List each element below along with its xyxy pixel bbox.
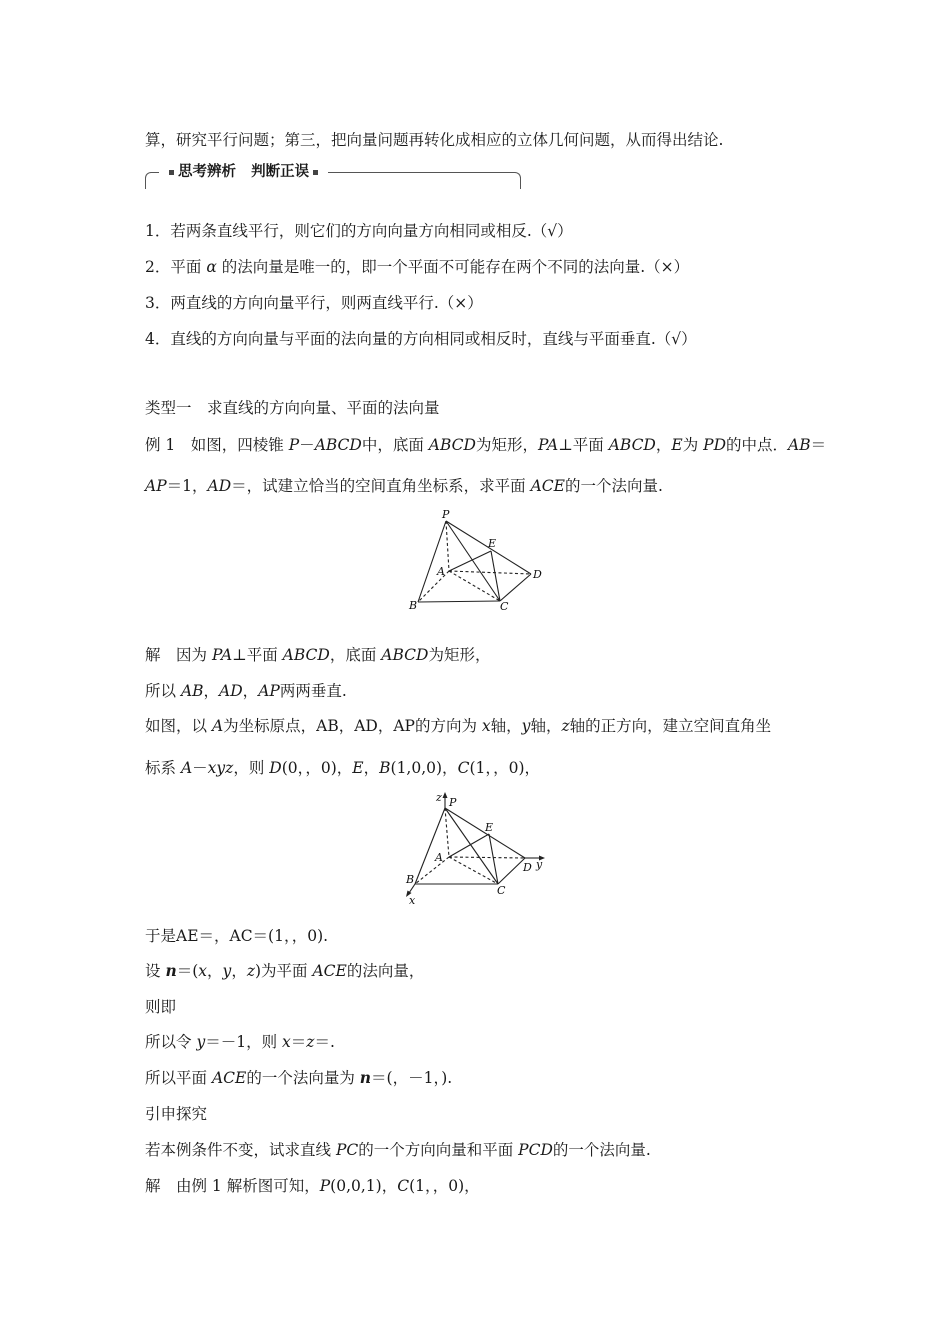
judgment-text: 直线的方向向量与平面的法向量的方向相同或相反时，直线与平面垂直.（√）	[170, 330, 697, 348]
text: 标系	[145, 759, 181, 777]
var: ACE	[312, 962, 347, 980]
judgment-item-1	[145, 221, 573, 241]
judgment-number: 2．	[145, 258, 171, 276]
text: (0,0,1)，	[330, 1177, 398, 1195]
text: ⊥平面	[558, 436, 609, 454]
figure2-label-D: D	[523, 861, 532, 874]
text: 的一个方向向量和平面	[358, 1141, 519, 1159]
judgment-number: 4．	[145, 330, 171, 348]
text: 的一个法向量为	[246, 1069, 360, 1087]
var: z	[561, 717, 570, 735]
var: ABCD	[428, 436, 476, 454]
judgment-text: 若两条直线平行，则它们的方向向量方向相同或相反.（√）	[170, 222, 573, 240]
text: 中，底面	[361, 436, 429, 454]
text: 轴，	[530, 717, 562, 735]
text: ，则	[233, 759, 270, 777]
solution-line-1	[145, 645, 490, 665]
text: ，	[231, 962, 247, 980]
var: AD	[219, 682, 243, 700]
text: －	[299, 436, 315, 454]
var: D	[269, 759, 282, 777]
text: 所以平面	[145, 1069, 212, 1087]
solution-line-3	[145, 716, 771, 736]
figure2-label-x: x	[409, 894, 416, 906]
var: PD	[703, 436, 727, 454]
text: ＝1，	[166, 477, 208, 495]
text: ⊥平面	[232, 646, 283, 664]
text: 的一个法向量.	[552, 1141, 651, 1159]
figure2-label-z: z	[436, 791, 442, 804]
text: ＝，试建立恰当的空间直角坐标系，求平面	[231, 477, 531, 495]
text: 为	[682, 436, 704, 454]
solution-line-9	[145, 1068, 452, 1088]
var: ABCD	[381, 646, 429, 664]
judgment-item-2	[145, 257, 689, 277]
var: P	[288, 436, 300, 454]
text: 所以	[145, 682, 181, 700]
text: 如图，四棱锥	[175, 436, 289, 454]
figure1-label-A: A	[437, 565, 445, 578]
pyramid-figure-1	[395, 505, 555, 617]
figure2-label-A: A	[435, 851, 443, 864]
var: ACE	[211, 1069, 247, 1087]
var: AP	[145, 477, 167, 495]
text: ，	[655, 436, 672, 454]
text: 若本例条件不变，试求直线	[145, 1141, 336, 1159]
text: (1,0,0)，	[390, 759, 458, 777]
text: )为平面	[255, 962, 313, 980]
var: C	[457, 759, 470, 777]
var: E	[671, 436, 683, 454]
figure1-label-B: B	[409, 599, 418, 612]
type-heading: 类型一 求直线的方向向量、平面的法向量	[145, 399, 440, 417]
text: (1，，0)，	[469, 759, 541, 777]
figure1-label-E: E	[488, 537, 497, 550]
text: 轴的正方向，建立空间直角坐	[569, 717, 772, 735]
judgment-number: 3．	[145, 294, 171, 312]
text: ，	[207, 962, 223, 980]
var: PCD	[518, 1141, 553, 1159]
text: ，	[363, 759, 380, 777]
text: 的法向量，	[346, 962, 425, 980]
text: 两两垂直.	[279, 682, 347, 700]
var: z	[246, 962, 255, 980]
var: PA	[537, 436, 559, 454]
text: －	[192, 759, 208, 777]
text: (0，，0)，	[281, 759, 353, 777]
text: ＝.	[314, 1033, 335, 1051]
solution-line-6	[145, 961, 424, 981]
var: y	[521, 717, 531, 735]
text: ，	[242, 682, 259, 700]
var: A	[211, 717, 224, 735]
vector-n: n	[359, 1068, 372, 1087]
var: AB	[788, 436, 811, 454]
judgment-text: 的法向量是唯一的，即一个平面不可能存在两个不同的法向量.（×）	[216, 258, 690, 276]
figure2-label-C: C	[497, 884, 506, 897]
text: ，底面	[329, 646, 382, 664]
figure2-label-y: y	[536, 858, 543, 871]
var: x	[282, 1033, 291, 1051]
section-header	[145, 158, 521, 190]
var: AB	[180, 682, 204, 700]
text: 为矩形，	[428, 646, 491, 664]
text: 如图，以	[145, 717, 212, 735]
figure2-label-E: E	[485, 821, 494, 834]
var: y	[222, 962, 232, 980]
intro-line: 算，研究平行问题；第三，把向量问题再转化成相应的立体几何问题，从而得出结论.	[145, 131, 724, 149]
var: A	[180, 759, 193, 777]
var: ABCD	[282, 646, 330, 664]
text: 的一个法向量.	[564, 477, 663, 495]
text: ＝－1，则	[205, 1033, 282, 1051]
solution-line-2	[145, 681, 347, 701]
solution-line-11	[145, 1140, 651, 1160]
var: AD	[207, 477, 232, 495]
vector-n: n	[165, 961, 177, 980]
text: 设	[145, 962, 166, 980]
example-label: 例 1	[145, 436, 176, 454]
text: (1，，0)，	[409, 1177, 480, 1195]
square-bullet-icon	[313, 170, 318, 175]
text: 所以令	[145, 1033, 197, 1051]
solution-line-7: 则即	[145, 998, 177, 1016]
text: 解 由例 1 解析图可知，	[145, 1177, 320, 1195]
var: y	[196, 1033, 206, 1051]
var: x	[198, 962, 208, 980]
figure1-label-P: P	[442, 508, 450, 521]
var: PA	[211, 646, 233, 664]
example-line-1	[145, 435, 826, 455]
var: PC	[335, 1141, 359, 1159]
solution-line-4	[145, 758, 540, 778]
var: AP	[258, 682, 280, 700]
judgment-item-3	[145, 293, 483, 313]
var: E	[352, 759, 364, 777]
solution-line-12	[145, 1176, 480, 1196]
text: 为矩形，	[475, 436, 538, 454]
judgment-text: 平面	[170, 258, 207, 276]
text: 的中点．	[726, 436, 789, 454]
text: ＝	[290, 1033, 307, 1051]
text: ，	[203, 682, 220, 700]
var: C	[397, 1177, 410, 1195]
judgment-text: 两直线的方向向量平行，则两直线平行.（×）	[170, 294, 483, 312]
section-header-left: 思考辨析	[178, 164, 236, 180]
extension-heading: 引申探究	[145, 1105, 208, 1123]
text: 解 因为	[145, 646, 212, 664]
var: x	[481, 717, 491, 735]
section-header-right: 判断正误	[251, 164, 310, 180]
judgment-var: α	[206, 258, 217, 276]
var: z	[306, 1033, 315, 1051]
figure1-label-C: C	[500, 600, 509, 613]
text: ＝	[810, 436, 827, 454]
figure1-label-D: D	[533, 568, 542, 581]
var: ABCD	[608, 436, 656, 454]
figure2-label-P: P	[449, 796, 457, 809]
var: ABCD	[314, 436, 362, 454]
pyramid-figure-2-axes	[395, 788, 555, 906]
var: B	[379, 759, 391, 777]
z-axis-arrow-icon	[443, 792, 448, 798]
text: ＝(，－1，).	[371, 1069, 453, 1087]
var: ACE	[530, 477, 565, 495]
figure2-label-B: B	[406, 873, 415, 886]
text: 为坐标原点，AB，AD，AP的方向为	[223, 717, 482, 735]
example-line-2	[145, 476, 663, 496]
solution-line-5: 于是AE＝，AC＝(1，，0).	[145, 927, 329, 945]
square-bullet-icon	[169, 170, 174, 175]
text: ＝(	[176, 962, 199, 980]
judgment-item-4	[145, 329, 697, 349]
solution-line-8	[145, 1032, 335, 1052]
section-header-label	[159, 162, 328, 182]
text: 轴，	[490, 717, 522, 735]
var: xyz	[207, 759, 234, 777]
judgment-number: 1．	[145, 222, 171, 240]
var: P	[319, 1177, 331, 1195]
